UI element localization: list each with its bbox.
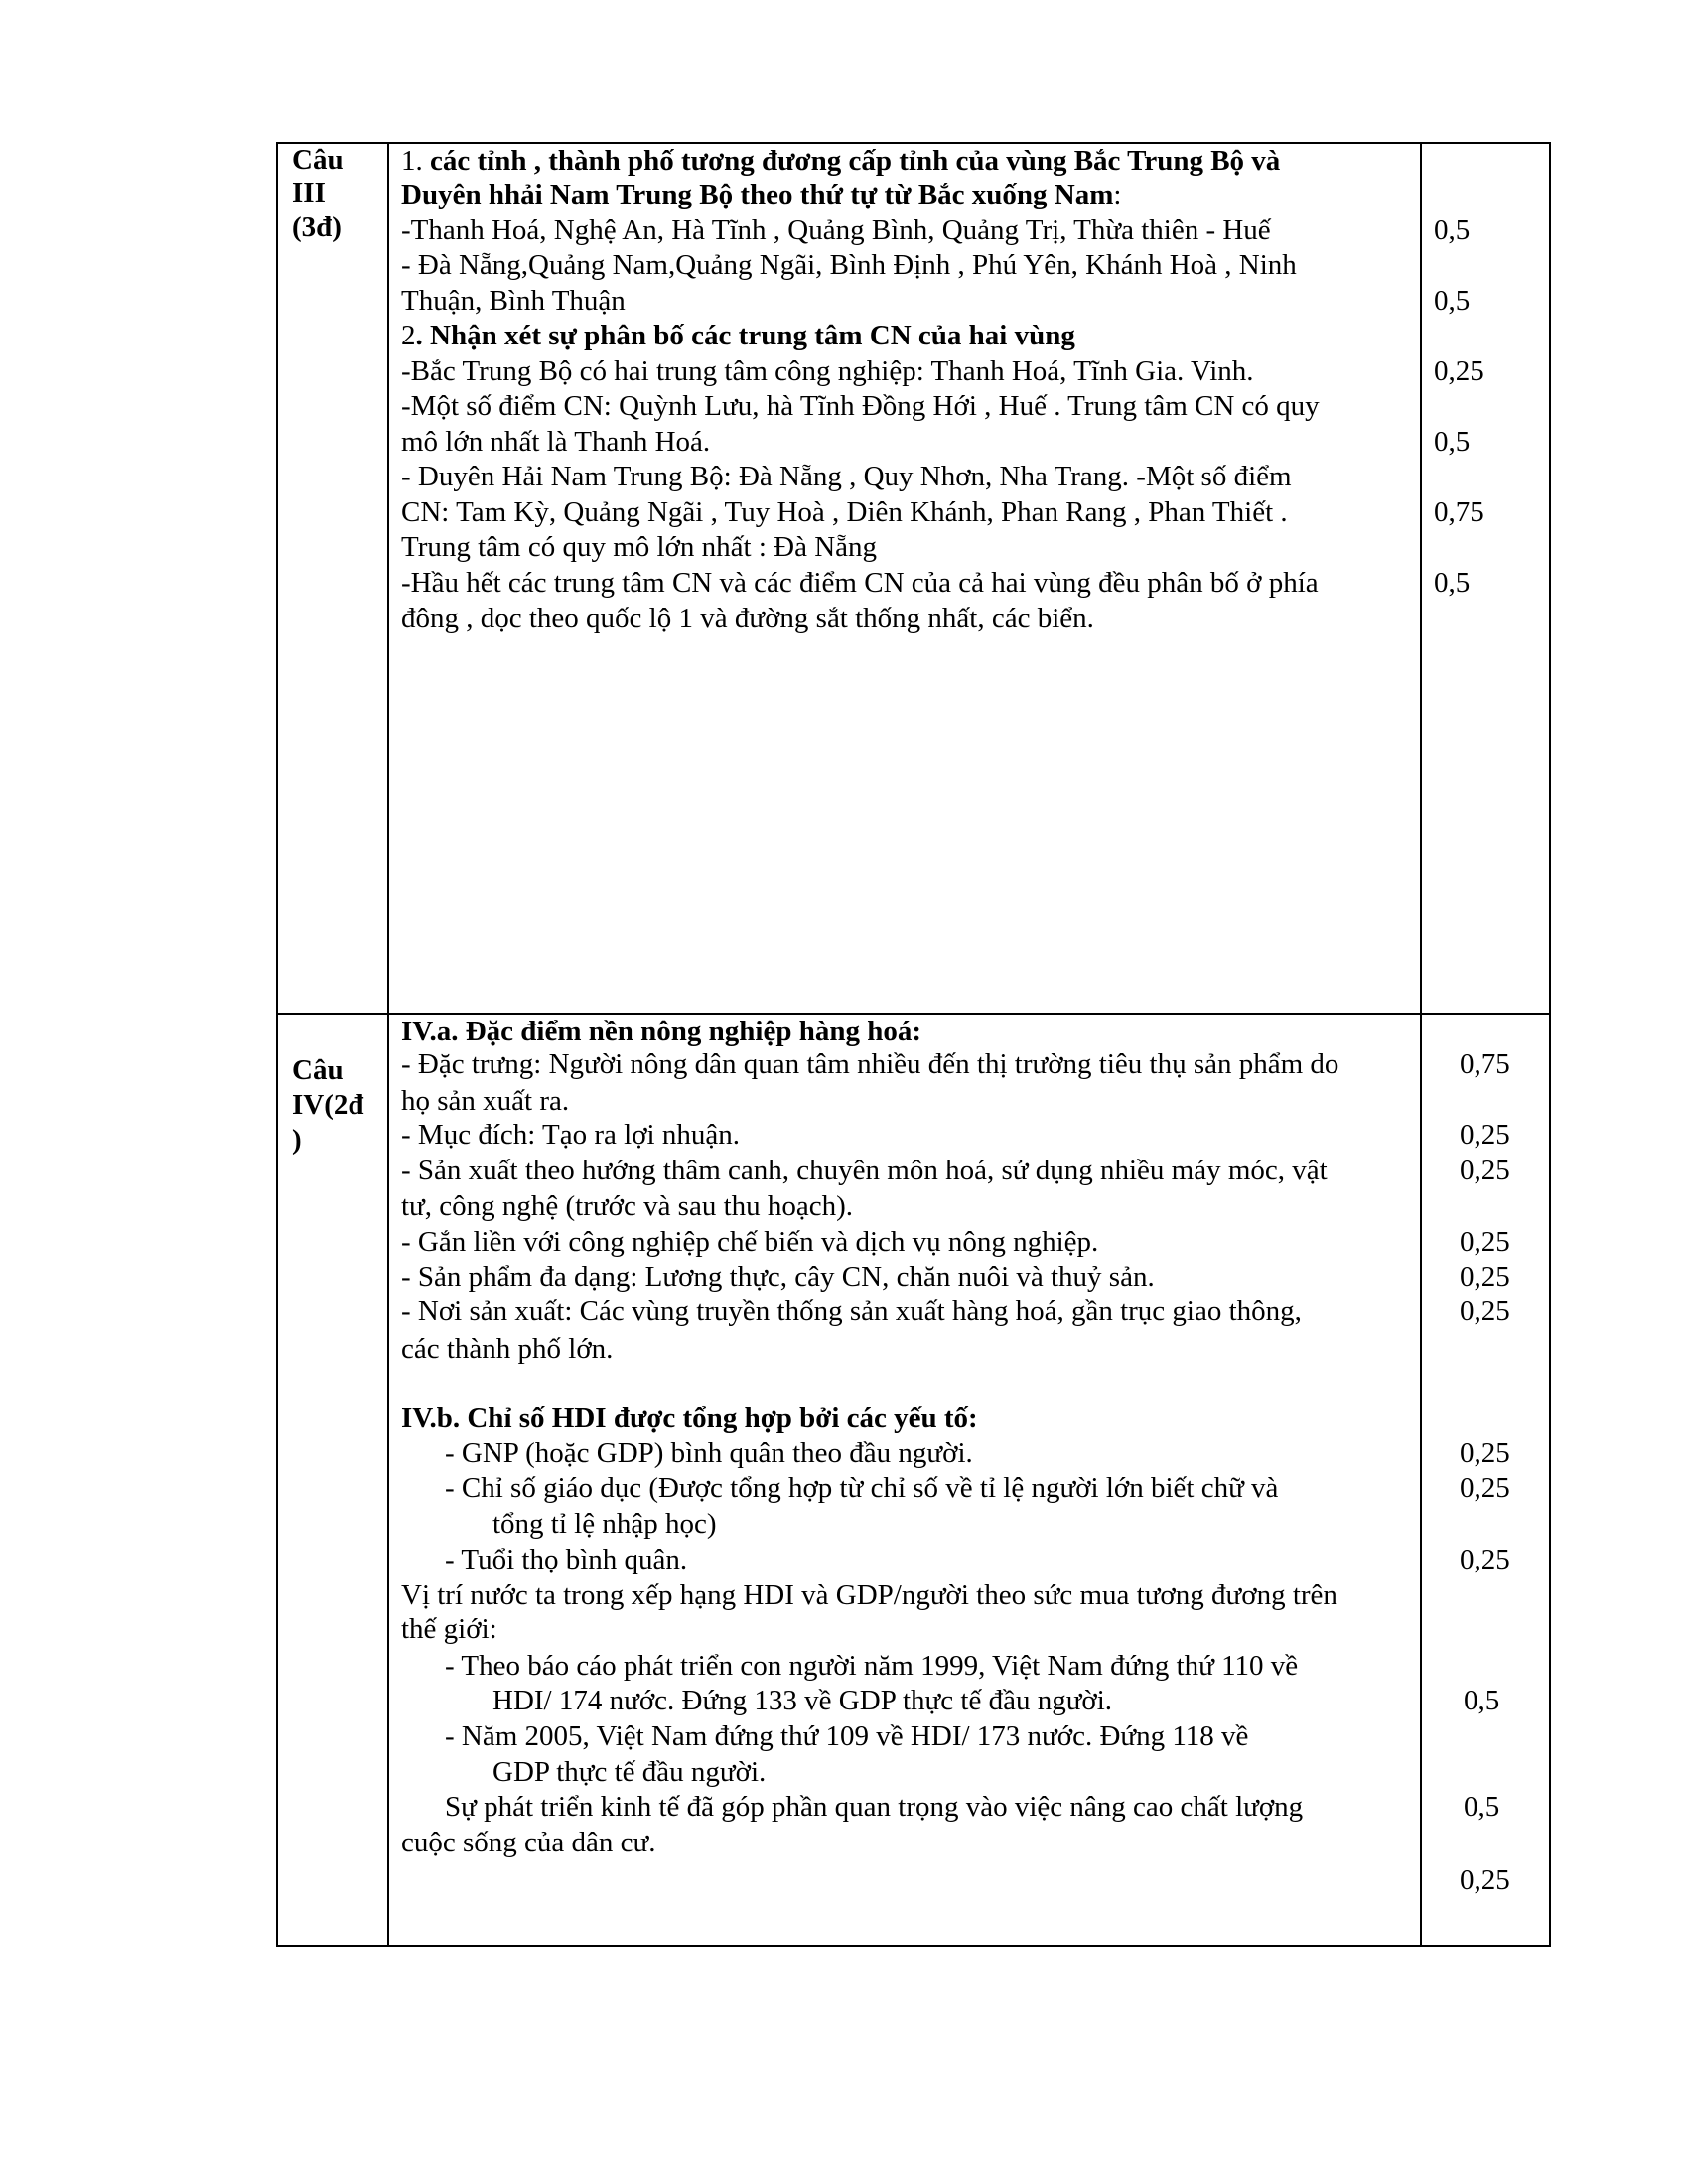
score-value: 0,25 <box>1460 1155 1510 1186</box>
question-label: IV(2đ <box>292 1089 364 1121</box>
answer-line: tổng tỉ lệ nhập học) <box>492 1508 717 1540</box>
score-value: 0,5 <box>1434 214 1471 246</box>
score-value: 0,25 <box>1460 1119 1510 1151</box>
score-value: 0,25 <box>1460 1437 1510 1469</box>
score-value: 0,5 <box>1464 1791 1500 1823</box>
answer-line: - Nơi sản xuất: Các vùng truyền thống sản xuất hàng hoá, gần trục giao thông, <box>401 1296 1302 1327</box>
score-value: 0,5 <box>1434 567 1471 599</box>
score-value: 0,75 <box>1460 1048 1510 1080</box>
score-value: 0,25 <box>1460 1544 1510 1575</box>
answer-line: 2. Nhận xét sự phân bố các trung tâm CN của hai vùng <box>401 320 1075 351</box>
answer-line: mô lớn nhất là Thanh Hoá. <box>401 426 711 458</box>
answer-line: - Gắn liền với công nghiệp chế biến và dịch vụ nông nghiệp. <box>401 1226 1099 1258</box>
answer-heading: IV.b. Chỉ số HDI được tổng hợp bởi các yếu tố: <box>401 1402 978 1433</box>
answer-line: Duyên hhải Nam Trung Bộ theo thứ tự từ Bắc xuống Nam: <box>401 179 1122 210</box>
answer-line: -Thanh Hoá, Nghệ An, Hà Tĩnh , Quảng Bình, Quảng Trị, Thừa thiên - Huế <box>401 214 1271 246</box>
answer-line: - Đà Nẵng,Quảng Nam,Quảng Ngãi, Bình Định , Phú Yên, Khánh Hoà , Ninh <box>401 249 1297 281</box>
answer-line: đông , dọc theo quốc lộ 1 và đường sắt thống nhất, các biển. <box>401 603 1094 634</box>
answer-table <box>276 142 1551 1947</box>
answer-line: CN: Tam Kỳ, Quảng Ngãi , Tuy Hoà , Diên Khánh, Phan Rang , Phan Thiết . <box>401 496 1288 528</box>
table-row <box>277 143 1550 1014</box>
answer-line: tư, công nghệ (trước và sau thu hoạch). <box>401 1190 854 1222</box>
answer-line: - Theo báo cáo phát triển con người năm 1999, Việt Nam đứng thứ 110 về <box>445 1650 1299 1682</box>
score-value: 0,25 <box>1460 1472 1510 1504</box>
answer-line: - Sản xuất theo hướng thâm canh, chuyên môn hoá, sử dụng nhiều máy móc, vật <box>401 1155 1328 1186</box>
answer-line: Thuận, Bình Thuận <box>401 285 626 317</box>
score-value: 0,25 <box>1460 1296 1510 1327</box>
question-label-cell <box>277 1014 388 1946</box>
answer-line: Trung tâm có quy mô lớn nhất : Đà Nẵng <box>401 531 878 563</box>
answer-line: - Sản phẩm đa dạng: Lương thực, cây CN, chăn nuôi và thuỷ sản. <box>401 1261 1155 1293</box>
answer-line: 1. các tỉnh , thành phố tương đương cấp tỉnh của vùng Bắc Trung Bộ và <box>401 145 1281 177</box>
score-value: 0,25 <box>1460 1226 1510 1258</box>
answer-line: - Năm 2005, Việt Nam đứng thứ 109 về HDI/ 173 nước. Đứng 118 về <box>445 1720 1249 1752</box>
question-label-cell <box>277 143 388 1014</box>
score-value: 0,75 <box>1434 496 1484 528</box>
answer-line: - Chỉ số giáo dục (Được tổng hợp từ chỉ số về tỉ lệ người lớn biết chữ và <box>445 1472 1279 1504</box>
question-label: III <box>292 177 326 208</box>
score-value: 0,25 <box>1460 1261 1510 1293</box>
score-value: 0,25 <box>1434 355 1484 387</box>
answer-line: thế giới: <box>401 1613 497 1645</box>
answer-line: HDI/ 174 nước. Đứng 133 về GDP thực tế đầu người. <box>492 1685 1113 1716</box>
score-cell <box>1421 1014 1550 1946</box>
answer-line: -Bắc Trung Bộ có hai trung tâm công nghiệp: Thanh Hoá, Tĩnh Gia. Vinh. <box>401 355 1254 387</box>
score-value: 0,5 <box>1434 426 1471 458</box>
question-label: (3đ) <box>292 211 342 243</box>
question-label: ) <box>292 1124 302 1156</box>
answer-line: - Mục đích: Tạo ra lợi nhuận. <box>401 1119 740 1151</box>
answer-line: -Một số điểm CN: Quỳnh Lưu, hà Tĩnh Đồng Hới , Huế . Trung tâm CN có quy <box>401 390 1320 422</box>
answer-line: - GNP (hoặc GDP) bình quân theo đầu người. <box>445 1437 973 1469</box>
answer-line: - Duyên Hải Nam Trung Bộ: Đà Nẵng , Quy Nhơn, Nha Trang. -Một số điểm <box>401 461 1292 492</box>
answer-line: - Đặc trưng: Người nông dân quan tâm nhiều đến thị trường tiêu thụ sản phẩm do <box>401 1048 1339 1080</box>
answer-line: Sự phát triển kinh tế đã góp phần quan trọng vào việc nâng cao chất lượng <box>445 1791 1304 1823</box>
answer-content-cell <box>388 1014 1421 1946</box>
answer-line: -Hầu hết các trung tâm CN và các điểm CN của cả hai vùng đều phân bố ở phía <box>401 567 1319 599</box>
score-value: 0,25 <box>1460 1864 1510 1896</box>
answer-line: - Tuổi thọ bình quân. <box>445 1544 688 1575</box>
table-row <box>277 1014 1550 1946</box>
answer-line: GDP thực tế đầu người. <box>492 1756 767 1788</box>
score-cell <box>1421 143 1550 1014</box>
answer-line: cuộc sống của dân cư. <box>401 1827 656 1858</box>
answer-heading: IV.a. Đặc điểm nền nông nghiệp hàng hoá: <box>401 1016 922 1047</box>
score-value: 0,5 <box>1434 285 1471 317</box>
score-value: 0,5 <box>1464 1685 1500 1716</box>
question-label: Câu <box>292 1054 344 1086</box>
question-label: Câu <box>292 144 344 176</box>
answer-line: họ sản xuất ra. <box>401 1085 570 1117</box>
answer-content-cell <box>388 143 1421 1014</box>
answer-line: các thành phố lớn. <box>401 1333 614 1365</box>
answer-line: Vị trí nước ta trong xếp hạng HDI và GDP/người theo sức mua tương đương trên <box>401 1579 1337 1611</box>
